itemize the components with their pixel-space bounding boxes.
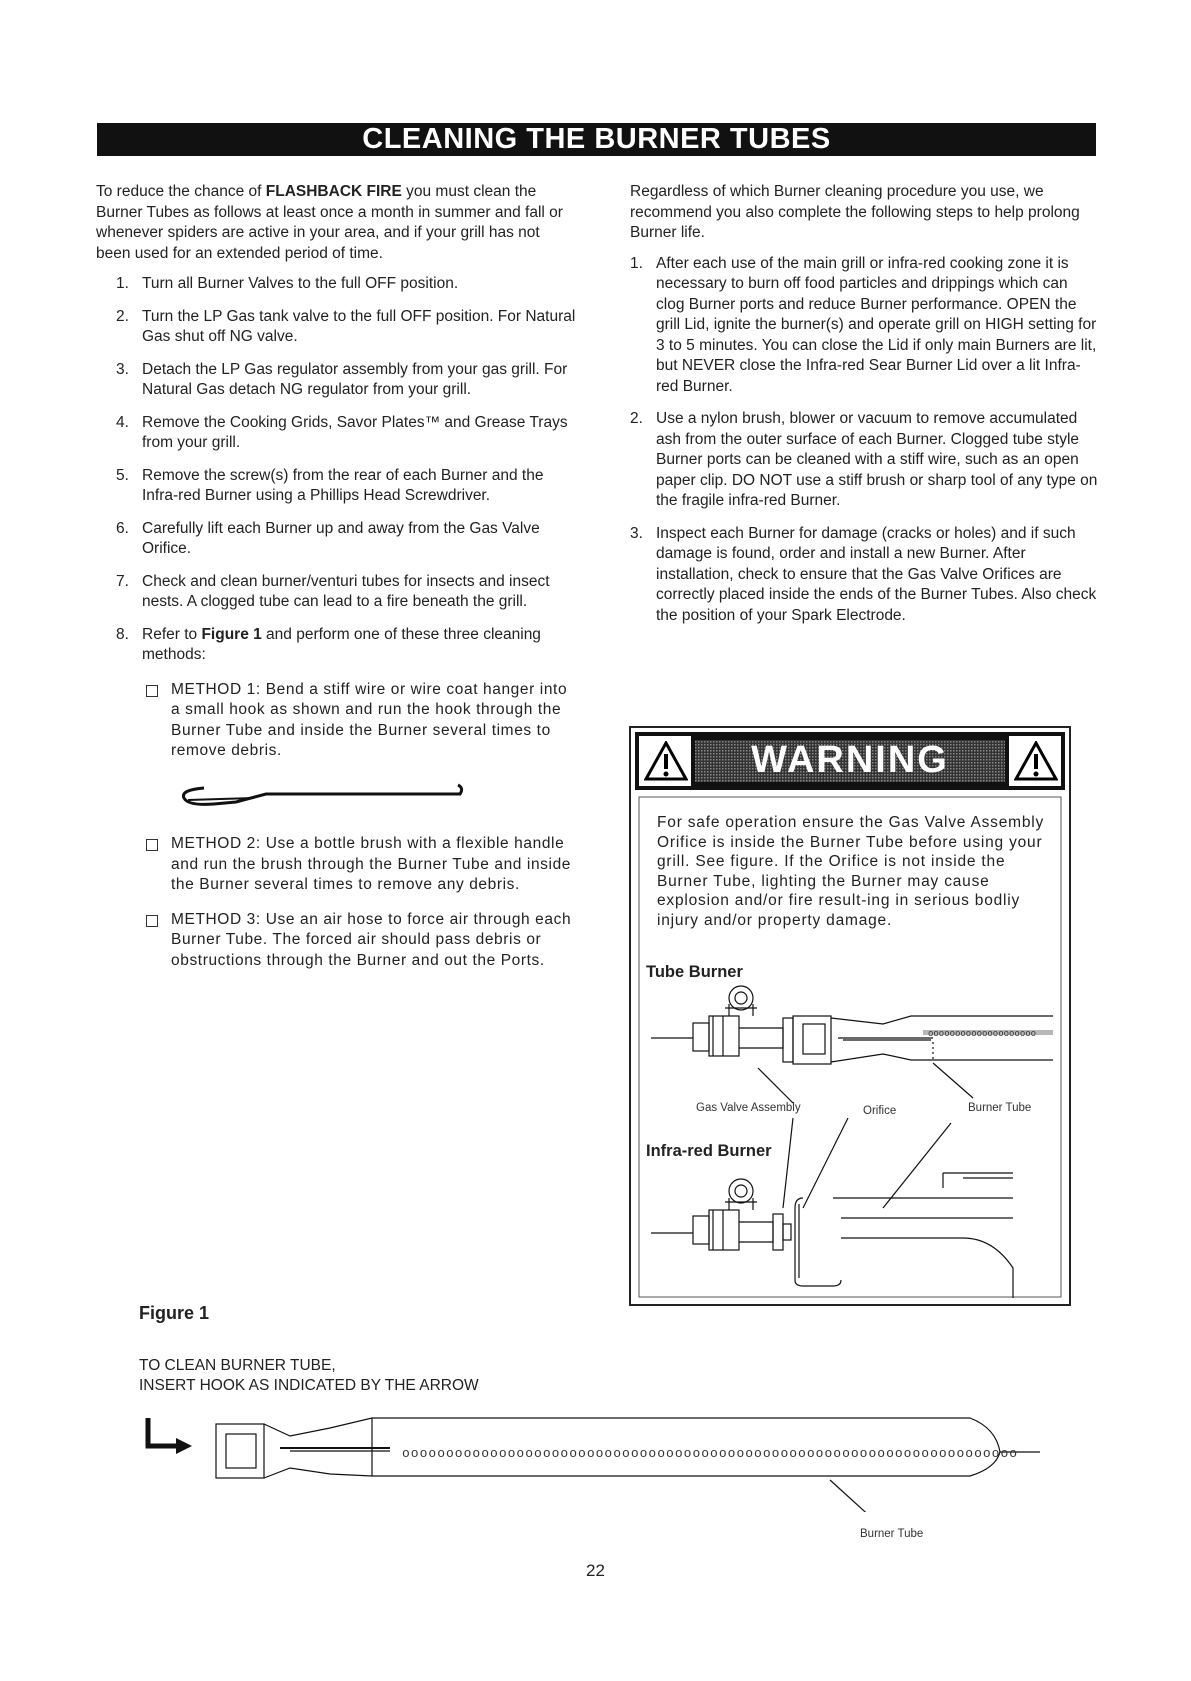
warning-header (635, 732, 1065, 790)
figure-caption: TO CLEAN BURNER TUBE, INSERT HOOK AS INDICATED BY THE ARROW (139, 1357, 479, 1394)
step-item: 3. Inspect each Burner for damage (cracks or holes) and if such damage is found, order and install a new Burner. After installation, check to ensure that the Gas Valve Orifices are correctly placed inside the ends of the Burner Tubes. Also check the position of your Spark Electrode. (630, 524, 1097, 624)
burner-tube-figure (140, 1412, 1060, 1512)
orifice-label: Orifice (863, 1105, 897, 1117)
method-3: METHOD 3: Use an air hose to force air through each Burner Tube. The forced air should pass debris or obstructions through the Burner and out the Ports. (96, 910, 576, 972)
wire-hook-icon (174, 776, 464, 810)
step-item: 1. After each use of the main grill or infra-red cooking zone it is necessary to burn off food particles and drippings which can clog Burner ports and reduce Burner performance. OPEN the grill Lid, ignite the burner(s) and operate grill on HIGH setting for 3 to 5 minutes. You can close the Lid if only main Burners are lit, but NEVER close the Infra-red Sear Burner Lid over a lit Infra-red Burner. (630, 254, 1097, 395)
burner-ports: oooooooooooooooooooooooooooooooooooooooooooooooooooooooooooooooooooooo (402, 1446, 1019, 1461)
tube-burner-heading: Tube Burner (646, 963, 743, 981)
insert-arrow-icon (148, 1418, 192, 1454)
step-item: 5. Remove the screw(s) from the rear of each Burner and the Infra-red Burner using a Phillips Head Screwdriver. (116, 466, 544, 504)
page-number: 22 (586, 1561, 605, 1580)
maintenance-steps (630, 254, 1100, 627)
cleaning-steps (96, 274, 576, 666)
page-title: CLEANING THE BURNER TUBES (97, 123, 1096, 156)
checkbox-icon (146, 915, 158, 927)
intro-paragraph: To reduce the chance of FLASHBACK FIRE you must clean the Burner Tubes as follows at least once a month in summer and fall or whenever spiders are active in your area, and if your grill has not been used for an extended period of time. (96, 183, 563, 262)
step-item: 1. Turn all Burner Valves to the full OFF position. (116, 275, 459, 292)
step-item-8: 8. Refer to Figure 1 and perform one of these three cleaning methods: (116, 625, 541, 663)
step-item: 4. Remove the Cooking Grids, Savor Plates™ and Grease Trays from your grill. (116, 413, 568, 451)
wire-hook-illustration (174, 776, 576, 817)
right-column (630, 182, 1100, 638)
left-column (96, 182, 576, 971)
burner-ports: oooooooooooooooooooo (928, 1029, 1037, 1039)
figure-reference: Figure 1 (201, 625, 262, 643)
burner-diagram (633, 968, 1067, 1298)
right-intro: Regardless of which Burner cleaning procedure you use, we recommend you also complete the following steps to help prolong Burner life. (630, 183, 1080, 241)
checkbox-icon (146, 685, 158, 697)
gas-valve-assembly-label: Gas Valve Assembly (696, 1102, 801, 1114)
method-1: METHOD 1: Bend a stiff wire or wire coat hanger into a small hook as shown and run the hook through the Burner Tube and inside the Burner several times to remove debris. (96, 680, 576, 762)
infra-red-burner-heading: Infra-red Burner (646, 1142, 772, 1160)
flashback-fire-emphasis: FLASHBACK FIRE (265, 183, 402, 200)
step-item: 6. Carefully lift each Burner up and away from the Gas Valve Orifice. (116, 519, 540, 557)
step-item: 2. Use a nylon brush, blower or vacuum to remove accumulated ash from the outer surface of each Burner. Clogged tube style Burner ports can be cleaned with a stiff wire, such as an open paper clip. DO NOT use a stiff brush or sharp tool of any type on the fragile infra-red Burner. (630, 410, 1098, 509)
method-2: METHOD 2: Use a bottle brush with a flexible handle and run the brush through the Burner Tube and inside the Burner several times to remove any debris. (96, 834, 576, 896)
step-item: 3. Detach the LP Gas regulator assembly from your gas grill. For Natural Gas detach NG regulator from your grill. (116, 360, 568, 398)
warning-box (629, 726, 1071, 1306)
step-item: 7. Check and clean burner/venturi tubes for insects and insect nests. A clogged tube can lead to a fire beneath the grill. (116, 572, 550, 610)
checkbox-icon (146, 839, 158, 851)
bottom-burner-tube-label: Burner Tube (860, 1528, 924, 1540)
figure-1-label: Figure 1 (139, 1303, 210, 1323)
burner-tube-label: Burner Tube (968, 1102, 1032, 1114)
warning-title: WARNING (751, 739, 949, 781)
step-item: 2. Turn the LP Gas tank valve to the full OFF position. For Natural Gas shut off NG valve. (116, 307, 576, 345)
warning-text: For safe operation ensure the Gas Valve Assembly Orifice is inside the Burner Tube before using your grill. See figure. If the Orifice is not inside the Burner Tube, lighting the Burner may cause explosion and/or fire result-ing in serious bodliy injury and/or property damage. (657, 814, 1045, 929)
